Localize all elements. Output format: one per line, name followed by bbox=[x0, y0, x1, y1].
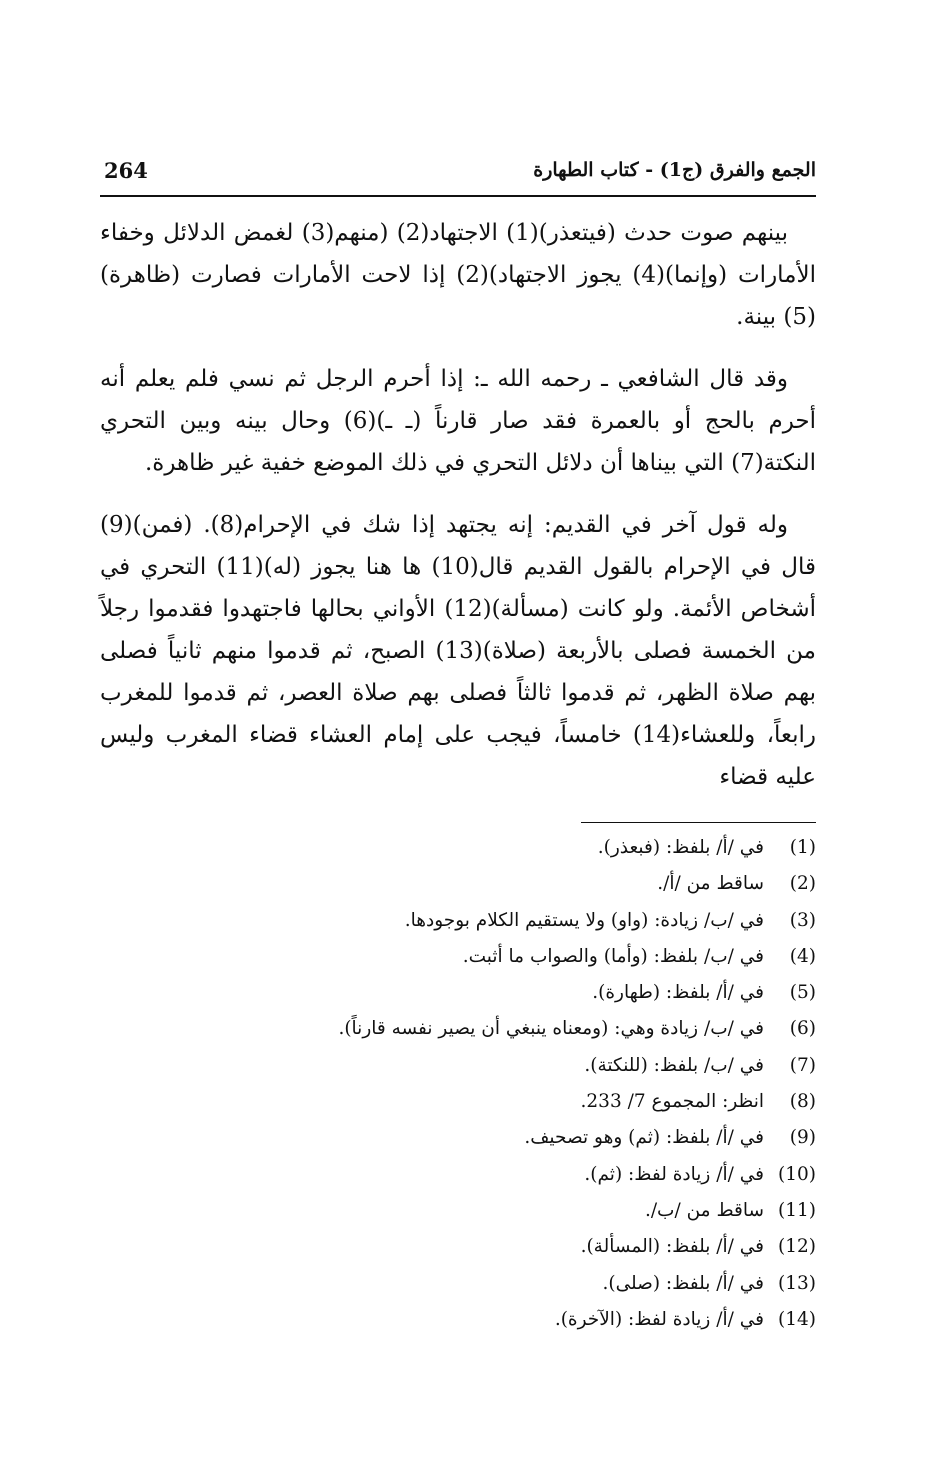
footnote bbox=[250, 1266, 816, 1302]
footnote-number: (3) bbox=[789, 909, 816, 931]
footnote-text: ساقط من /ب/. bbox=[644, 1199, 764, 1221]
footnote-number: (1) bbox=[789, 837, 816, 858]
footnote bbox=[250, 975, 816, 1011]
footnote-text: في /أ/ بلفظ: (ثم) وهو تصحيف. bbox=[524, 1127, 764, 1149]
footnote bbox=[250, 1157, 816, 1193]
page-header bbox=[104, 150, 816, 190]
footnote bbox=[250, 1011, 816, 1047]
footnote-text: في /أ/ بلفظ: (فبعذر). bbox=[597, 837, 764, 858]
footnote-number: (12) bbox=[778, 1236, 816, 1258]
footnote bbox=[250, 1302, 816, 1338]
footnote bbox=[250, 1193, 816, 1229]
footnote-number: (13) bbox=[778, 1272, 816, 1294]
paragraph: وله قول آخر في القديم: إنه يجتهد إذا شك في الإحرام(8). (فمن)(9) قال في الإحرام بالقول القديم قال(10) ها هنا يجوز (له)(11) التحري في أشخاص الأئمة. ولو كانت (مسألة)(12) الأواني بحالها فاجتهدوا فقدموا رجلاً من الخمسة فصلى بالأربعة (صلاة)(13) الصبح، ثم قدموا منهم ثانياً فصلى بهم صلاة الظهر، ثم قدموا ثالثاً فصلى بهم صلاة العصر، ثم قدموا للمغرب رابعاً، وللعشاء(14) خامساً، فيجب على إمام العشاء قضاء المغرب وليس عليه قضاء bbox=[100, 512, 816, 790]
footnote-number: (2) bbox=[789, 873, 816, 895]
footnote-number: (9) bbox=[789, 1127, 816, 1149]
footnote-number: (11) bbox=[778, 1199, 816, 1221]
footnote-text: في /ب/ زيادة: (واو) ولا يستقيم الكلام بوجودها. bbox=[404, 909, 764, 931]
footnote-text: ساقط من /أ/. bbox=[657, 873, 764, 895]
footnote bbox=[250, 1048, 816, 1084]
footnote-separator bbox=[581, 822, 816, 823]
footnote-text: في /أ/ زيادة لفظ: (ثم). bbox=[584, 1163, 764, 1185]
footnote-number: (8) bbox=[789, 1091, 816, 1113]
footnotes bbox=[250, 830, 816, 1338]
footnote bbox=[250, 1120, 816, 1156]
footnote bbox=[250, 1084, 816, 1120]
paragraph: بينهم صوت حدث (فيتعذر)(1) الاجتهاد(2) (منهم(3) لغمض الدلائل وخفاء الأمارات (وإنما)(4) يجوز الاجتهاد)(2) إذا لاحت الأمارات فصارت (ظاهرة)(5) بينة. bbox=[100, 220, 817, 330]
footnote-number: (7) bbox=[789, 1054, 816, 1076]
footnote bbox=[250, 1229, 816, 1265]
footnote bbox=[250, 939, 816, 975]
footnote-text: انظر: المجموع 7/ 233. bbox=[580, 1091, 764, 1113]
header-rule bbox=[100, 195, 816, 197]
main-text bbox=[100, 212, 816, 818]
footnote-text: في /أ/ بلفظ: (المسألة). bbox=[580, 1236, 764, 1258]
footnote-text: في /ب/ بلفظ: (للنكتة). bbox=[584, 1054, 764, 1076]
footnote bbox=[250, 866, 816, 902]
footnote-text: في /أ/ زيادة لفظ: (الآخرة). bbox=[554, 1308, 764, 1330]
footnote bbox=[250, 830, 816, 866]
footnote-number: (6) bbox=[789, 1018, 816, 1040]
page-number: 264 bbox=[104, 157, 148, 183]
footnote-number: (10) bbox=[778, 1163, 816, 1185]
footnote-number: (5) bbox=[789, 982, 816, 1004]
footnote-text: في /أ/ بلفظ: (صلى). bbox=[602, 1272, 764, 1294]
footnote-text: في /ب/ زيادة وهي: (ومعناه ينبغي أن يصير نفسه قارناً). bbox=[338, 1018, 764, 1040]
footnote-number: (4) bbox=[789, 945, 816, 967]
footnote-text: في /أ/ بلفظ: (طهارة). bbox=[592, 982, 764, 1004]
footnote bbox=[250, 903, 816, 939]
footnote-text: في /ب/ بلفظ: (وأما) والصواب ما أثبت. bbox=[462, 945, 764, 967]
paragraph: وقد قال الشافعي ـ رحمه الله ـ: إذا أحرم الرجل ثم نسي فلم يعلم أنه أحرم بالحج أو بالعمرة فقد صار قارناً (ـ ـ)(6) وحال بينه وبين التحري النكتة(7) التي بيناها أن دلائل التحري في ذلك الموضع خفية غير ظاهرة. bbox=[100, 366, 816, 476]
running-head: الجمع والفرق (ج1) - كتاب الطهارة bbox=[533, 159, 816, 181]
footnote-number: (14) bbox=[778, 1308, 816, 1330]
